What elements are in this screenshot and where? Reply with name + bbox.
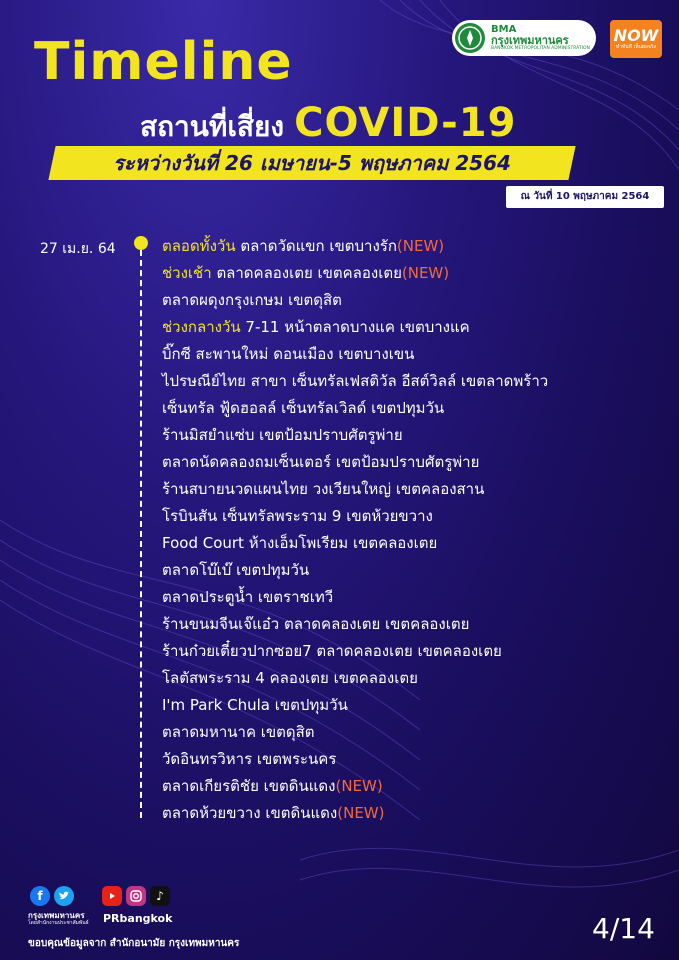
timeline-item — [162, 315, 548, 342]
now-logo-title: NOW — [613, 26, 659, 45]
now-logo — [610, 20, 662, 58]
bma-english-label: BANGKOK METROPOLITAN ADMINISTRATION — [491, 45, 590, 51]
page-number: 4/14 — [592, 912, 655, 945]
page-subtitle — [140, 100, 516, 149]
bma-social-name: กรุงเทพมหานคร — [28, 911, 85, 920]
timeline-item-location: 7-11 หน้าตลาดบางแค เขตบางแค — [240, 318, 470, 336]
pr-social-label: PRbangkok — [103, 912, 173, 925]
data-source-credit: ขอบคุณข้อมูลจาก สำนักอนามัย กรุงเทพมหานคร — [28, 938, 240, 949]
timeline-item-location: ร้านมิสยำแซ่บ เขตป้อมปราบศัตรูพ่าย — [162, 426, 403, 444]
bma-social-subtitle: โดยสำนักงานประชาสัมพันธ์ — [28, 919, 89, 926]
timeline-item-period: ช่วงกลางวัน — [162, 318, 241, 336]
new-badge: (NEW) — [337, 804, 385, 822]
timeline-item — [162, 261, 548, 288]
timeline-item-location: I'm Park Chula เขตปทุมวัน — [162, 696, 348, 714]
timeline-item — [162, 585, 548, 612]
timeline-item-location: ตลาดผดุงกรุงเกษม เขตดุสิต — [162, 291, 342, 309]
timeline-item-location: บิ๊กซี สะพานใหม่ ดอนเมือง เขตบางเขน — [162, 345, 415, 363]
timeline-item — [162, 396, 548, 423]
timeline-item-location: ไปรษณีย์ไทย สาขา เซ็นทรัลเฟสติวัล อีสต์วิลล์ เขตลาดพร้าว — [162, 372, 549, 390]
timeline-item-location: ร้านก๋วยเตี๋ยวปากซอย7 ตลาดคลองเตย เขตคลองเตย — [162, 642, 502, 660]
facebook-icon[interactable]: f — [30, 886, 50, 906]
bma-thai-label: กรุงเทพมหานคร — [491, 34, 569, 48]
timeline-line — [140, 250, 142, 818]
tiktok-icon[interactable]: ♪ — [150, 886, 170, 906]
new-badge: (NEW) — [401, 264, 450, 282]
timeline-item — [162, 747, 548, 774]
timeline-item — [162, 423, 548, 450]
bma-label: BMA — [491, 23, 517, 35]
timeline-item — [162, 612, 548, 639]
timeline-item-location: ตลาดประตูน้ำ เขตราชเทวี — [162, 588, 334, 606]
subtitle-covid: COVID-19 — [294, 100, 517, 146]
timeline-item — [162, 342, 548, 369]
pr-social-icons — [102, 886, 170, 906]
timeline-item-location: ร้านขนมจีนเจ๊แอ๋ว ตลาดคลองเตย เขตคลองเตย — [162, 615, 470, 633]
bma-social-icons — [30, 886, 74, 906]
youtube-icon[interactable] — [102, 886, 122, 906]
timeline-item — [162, 801, 548, 828]
timeline-item — [162, 450, 548, 477]
timeline-item — [162, 504, 548, 531]
date-range-text: ระหว่างวันที่ 26 เมษายน-5 พฤษภาคม 2564 — [113, 151, 511, 175]
timeline-item-period: ช่วงเช้า — [162, 264, 212, 282]
timeline-item-location: ตลาดโบ๊เบ๊ เขตปทุมวัน — [162, 561, 310, 579]
timeline-item — [162, 693, 548, 720]
subtitle-thai: สถานที่เสี่ยง — [140, 110, 285, 143]
timeline-date: 27 เม.ย. 64 — [40, 241, 116, 257]
timeline-location-list — [162, 234, 548, 828]
timeline-item-location: ตลาดห้วยขวาง เขตดินแดง — [162, 804, 338, 822]
timeline-item-period: ตลอดทั้งวัน — [162, 237, 236, 255]
bma-seal-icon — [455, 23, 485, 53]
timeline-item — [162, 234, 548, 261]
timeline-item — [162, 369, 548, 396]
timeline-item — [162, 531, 548, 558]
timeline-item-location: ตลาดนัดคลองถมเซ็นเตอร์ เขตป้อมปราบศัตรูพ่าย — [162, 453, 480, 471]
bma-logo — [452, 20, 596, 56]
as-of-date-badge: ณ วันที่ 10 พฤษภาคม 2564 — [506, 186, 664, 208]
timeline-item-location: Food Court ห้างเอ็มโพเรียม เขตคลองเตย — [162, 534, 438, 552]
page-title: Timeline — [34, 32, 293, 92]
timeline-item-location: ร้านสบายนวดแผนไทย วงเวียนใหญ่ เขตคลองสาน — [162, 480, 485, 498]
timeline-item-location: ตลาดวัดแขก เขตบางรัก — [235, 237, 397, 255]
timeline-item — [162, 477, 548, 504]
timeline-item — [162, 720, 548, 747]
timeline-dot-icon — [134, 236, 148, 250]
timeline-item — [162, 774, 548, 801]
timeline-item-location: เซ็นทรัล ฟู้ดฮอลล์ เซ็นทรัลเวิลด์ เขตปทุมวัน — [162, 399, 445, 417]
timeline-item-location: ตลาดเกียรติชัย เขตดินแดง — [162, 777, 336, 795]
bma-social-label — [28, 912, 89, 926]
new-badge: (NEW) — [335, 777, 383, 795]
timeline-item-location: วัดอินทรวิหาร เขตพระนคร — [162, 750, 337, 768]
new-badge: (NEW) — [396, 237, 445, 255]
timeline-item — [162, 639, 548, 666]
timeline-item — [162, 666, 548, 693]
twitter-icon[interactable] — [54, 886, 74, 906]
timeline-item-location: โรบินสัน เซ็นทรัลพระราม 9 เขตห้วยขวาง — [162, 507, 433, 525]
timeline-item-location: ตลาดคลองเตย เขตคลองเตย — [211, 264, 402, 282]
now-logo-tagline: ทำทันที เห็นผลจริง — [615, 44, 657, 50]
timeline-item — [162, 288, 548, 315]
instagram-icon[interactable] — [126, 886, 146, 906]
timeline-item-location: ตลาดมหานาค เขตดุสิต — [162, 723, 315, 741]
timeline-item — [162, 558, 548, 585]
timeline-item-location: โลตัสพระราม 4 คลองเตย เขตคลองเตย — [162, 669, 418, 687]
